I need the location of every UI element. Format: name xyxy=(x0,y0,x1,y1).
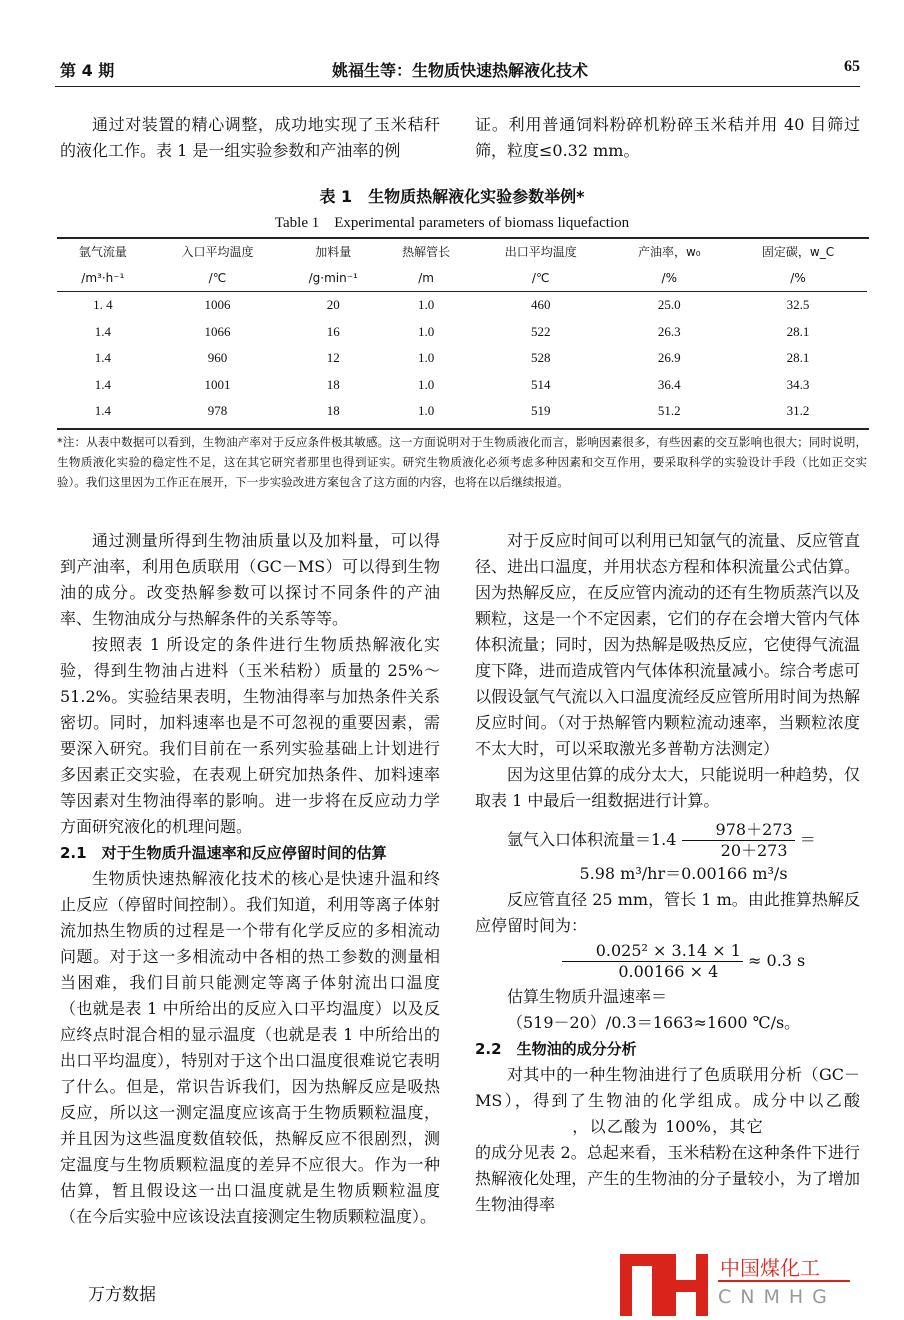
denominator: 20＋273 xyxy=(720,841,788,860)
equation-result: 5.98 m³/hr＝0.00166 m³/s xyxy=(579,864,788,883)
right-column xyxy=(475,528,860,1218)
table-cell: 25.0 xyxy=(657,297,681,313)
table-cell: 522 xyxy=(530,323,551,339)
table-cell: 28.1 xyxy=(786,350,810,366)
column-unit: /g·min⁻¹ xyxy=(286,264,380,292)
equation-result: ≈ 0.3 s xyxy=(748,951,806,970)
table-note: *注：从表中数据可以看到，生物油产率对于反应条件极其敏感。这一方面说明对于生物质液化而言，影响因素很多，有些因素的交互影响也很大；同时说明，生物质液化实验的稳定性不足，这在其它研究者那里也得到证实。研究生物质液化必须考虑多种因素和交互作用，要采取科学的实验设计手段（比如正交实验）。我们这里因为工作正在展开，下一步实验改进方案包含了这方面的内容，也将在以后继续报道。 xyxy=(57,435,867,489)
column-unit: /m xyxy=(380,264,472,292)
table-cell: 36.4 xyxy=(657,376,681,392)
table-cell: 978 xyxy=(207,403,228,419)
fraction xyxy=(682,820,795,861)
watermark-text-cn: 中国煤化工 xyxy=(720,1256,820,1280)
column-unit: /℃ xyxy=(472,264,610,292)
column-header: 出口平均温度 xyxy=(504,245,577,259)
table-cell: 18 xyxy=(326,376,340,392)
table-cell: 34.3 xyxy=(786,376,810,392)
column-header: 入口平均温度 xyxy=(181,245,254,259)
table-cell: 1.0 xyxy=(417,323,435,339)
table-cell: 16 xyxy=(326,323,340,339)
table-row xyxy=(57,345,867,372)
table-cell: 1.4 xyxy=(94,323,111,339)
paragraph: 通过测量所得到生物油质量以及加料量，可以得到产油率，利用色质联用（GC－MS）可以得到生物油的成分。改变热解参数可以探讨不同条件的产油率、生物油成分与热解条件的关系等等。 xyxy=(60,531,440,628)
table-cell: 1.4 xyxy=(94,376,111,392)
table-cell: 1.0 xyxy=(417,403,435,419)
paragraph: 按照表 1 所设定的条件进行生物质热解液化实验，得到生物油占进料（玉米秸粉）质量的 25%～51.2%。实验结果表明，生物油得率与加热条件关系密切。同时，加料速率也是不可忽视的重要因素，需要深入研究。我们目前在一系列实验基础上计划进行多因素正交实验，在表观上研究加热条件、加料速率等因素对生物油得率的影响。进一步将在反应动力学方面研究液化的机理问题。 xyxy=(60,635,440,836)
table-cell: 32.5 xyxy=(786,297,810,313)
column-header: 产油率，w₀ xyxy=(637,245,701,259)
paragraph: 因为这里估算的成分太大，只能说明一种趋势，仅取表 1 中最后一组数据进行计算。 xyxy=(475,765,860,810)
column-unit: /℃ xyxy=(149,264,287,292)
equation-heating-rate: （519－20）/0.3＝1663≈1600 ℃/s。 xyxy=(507,1013,801,1032)
header-rule xyxy=(55,86,860,87)
fraction xyxy=(562,941,743,982)
paragraph: 生物质快速热解液化技术的核心是快速升温和终止反应（停留时间控制）。我们知道，利用等离子体射流加热生物质的过程是一个带有化学反应的多相流动问题。对于这一多相流动中各相的热工参数的测量相当困难，我们目前只能测定等离子体射流出口温度（也就是表 1 中所给出的反应入口平均温度）以及反应终点时混合相的显示温度（也就是表 1 中所给出的出口平均温度），特别对于这个出口温度很难说它表明了什么。但是，常识告诉我们，因为热解反应是吸热反应，所以这一测定温度应该高于生物质颗粒温度，并且因为这些温度数值较低，热解反应不很剧烈，测定温度与生物质颗粒温度的差异不应很大。作为一种估算，暂且假设这一出口温度就是生物质颗粒温度（在今后实验中应该设法直接测定生物质颗粒温度）。 xyxy=(60,869,440,1226)
paragraph: 证。利用普通饲料粉碎机粉碎玉米秸并用 40 目筛过筛，粒度≤0.32 mm。 xyxy=(475,115,860,160)
numerator: 0.025² × 3.14 × 1 xyxy=(562,941,743,962)
table-cell: 528 xyxy=(530,350,551,366)
page-number: 65 xyxy=(844,58,860,75)
parameters-table xyxy=(57,239,867,425)
table-cell: 1001 xyxy=(204,376,231,392)
table-cell: 31.2 xyxy=(786,403,810,419)
table-cell: 1. 4 xyxy=(93,297,113,313)
table-cell: 1.0 xyxy=(417,376,435,392)
issue-number: 第 4 期 xyxy=(60,61,115,80)
table-cell: 460 xyxy=(530,297,551,313)
equation-flow xyxy=(475,820,860,861)
paragraph: 通过对装置的精心调整，成功地实现了玉米秸秆的液化工作。表 1 是一组实验参数和产油率的例 xyxy=(60,115,440,160)
page-header xyxy=(60,58,860,84)
text-span: 对其中的一种生物油进行了色质联用分析（GC－MS），得到了生物油的化学组成。成分中以乙酸 xyxy=(475,1065,860,1110)
table-row xyxy=(57,398,867,425)
paragraph: 反应管直径 25 mm，管长 1 m。由此推算热解反应停留时间为： xyxy=(475,890,860,935)
equation-label: 估算生物质升温速率＝ xyxy=(507,987,668,1006)
table-caption-en: Table 1 Experimental parameters of biomass liquefaction xyxy=(274,215,630,231)
table-cell: 20 xyxy=(326,297,340,313)
numerator: 978＋273 xyxy=(682,820,795,841)
table-cell: 1006 xyxy=(204,297,231,313)
top-right-text xyxy=(475,112,860,164)
table-cell: 1.4 xyxy=(94,403,111,419)
table-bottom-rule xyxy=(57,428,869,430)
top-left-text xyxy=(60,112,440,164)
table-cell: 1.0 xyxy=(417,297,435,313)
equation-residence-time xyxy=(475,941,860,982)
table-cell: 51.2 xyxy=(657,403,681,419)
running-title: 姚福生等：生物质快速热解液化技术 xyxy=(331,61,588,80)
table-header-row xyxy=(57,239,867,264)
table-cell: 519 xyxy=(530,403,551,419)
footer-source: 万方数据 xyxy=(88,1285,156,1305)
table-unit-row xyxy=(57,264,867,292)
table-cell: 514 xyxy=(530,376,551,392)
left-column xyxy=(60,528,440,1230)
table-row xyxy=(57,292,867,319)
text-span: 的成分见表 2。总起来看，玉米秸粉在这种条件下进行热解液化处理，产生的生物油的分子量较小，为了增加生物油得率 xyxy=(475,1143,860,1214)
table-cell: 26.9 xyxy=(657,350,681,366)
table-cell: 12 xyxy=(326,350,340,366)
table-row xyxy=(57,372,867,399)
column-unit: /% xyxy=(609,264,729,292)
table-cell: 1066 xyxy=(204,323,231,339)
column-unit: /m³·h⁻¹ xyxy=(57,264,149,292)
column-header: 氩气流量 xyxy=(78,245,127,259)
table-cell: 26.3 xyxy=(657,323,681,339)
section-heading-2-1: 2.1 对于生物质升温速率和反应停留时间的估算 xyxy=(60,844,387,862)
column-unit: /% xyxy=(729,264,867,292)
table-cell: 960 xyxy=(207,350,228,366)
equation-label: 氩气入口体积流量＝1.4 xyxy=(507,830,677,849)
text-span: ，以乙酸为 100%，其它 xyxy=(571,1117,764,1136)
column-header: 热解管长 xyxy=(402,245,451,259)
paragraph xyxy=(475,1062,860,1218)
section-heading-2-2: 2.2 生物油的成分分析 xyxy=(475,1040,637,1058)
watermark-logo xyxy=(620,1252,850,1318)
table-cell: 18 xyxy=(326,403,340,419)
column-header: 加料量 xyxy=(315,245,352,259)
paragraph: 对于反应时间可以利用已知氩气的流量、反应管直径、进出口温度，并用状态方程和体积流量公式估算。因为热解反应，在反应管内流动的还有生物质蒸汽以及颗粒，这是一个不定因素，它们的存在会增大管内气体体积流量；同时，因为热解是吸热反应，它使得气流温度下降，进而造成管内气体体积流量减小。综合考虑可以假设氩气气流以入口温度流经反应管所用时间为热解反应时间。（对于热解管内颗粒流动速率，当颗粒浓度不太大时，可以采取激光多普勒方法测定） xyxy=(475,531,860,758)
table-cell: 1.0 xyxy=(417,350,435,366)
watermark-text-en: CNMHG xyxy=(718,1286,836,1308)
table-cell: 1.4 xyxy=(94,350,111,366)
equals-sign: ＝ xyxy=(799,830,816,849)
denominator: 0.00166 × 4 xyxy=(618,962,719,981)
column-header: 固定碳，w_C xyxy=(761,245,835,259)
table-caption-cn: 表 1 生物质热解液化实验参数举例* xyxy=(319,187,585,206)
table-cell: 28.1 xyxy=(786,323,810,339)
table-row xyxy=(57,319,867,346)
